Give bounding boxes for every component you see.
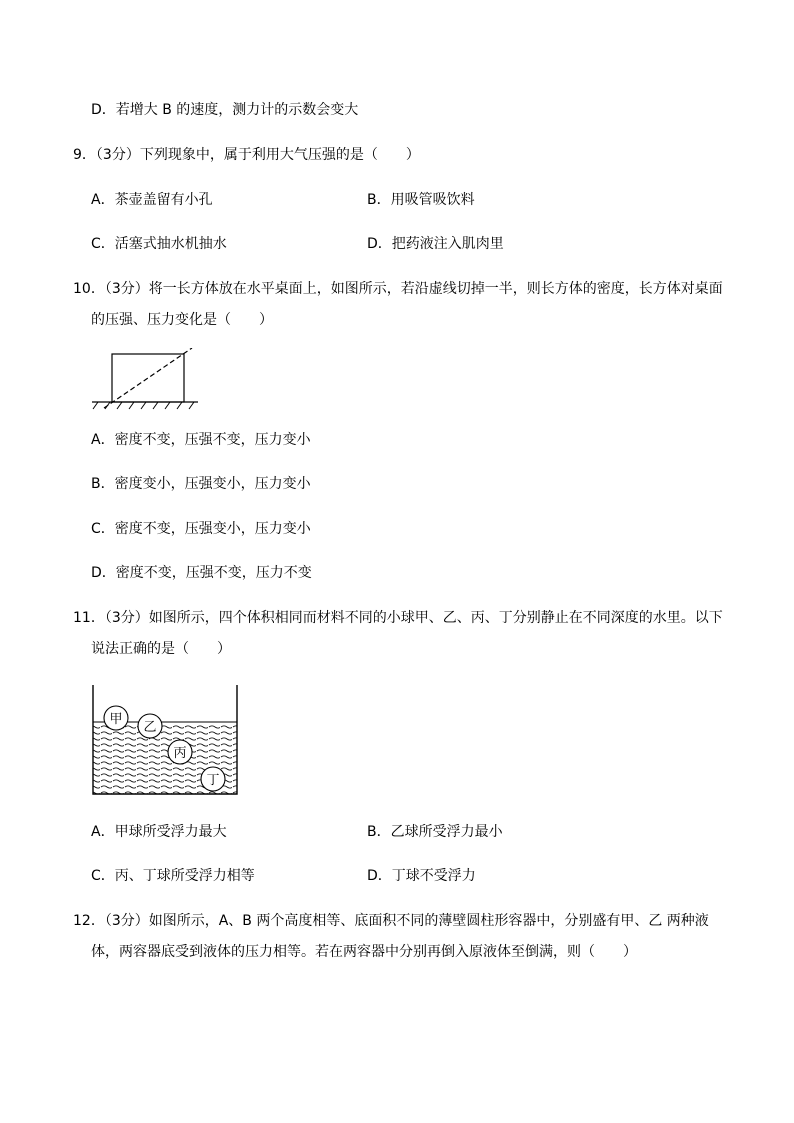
q11-option-c: C．丙、丁球所受浮力相等 xyxy=(91,868,255,884)
ball-jia xyxy=(104,706,128,730)
q11-figure-balls-in-water xyxy=(88,682,244,798)
ball-ding-label: 丁 xyxy=(206,773,220,788)
ball-bing-label: 丙 xyxy=(173,746,187,761)
q9-option-c: C．活塞式抽水机抽水 xyxy=(91,236,227,252)
q10-option-d: D．密度不变，压强不变，压力不变 xyxy=(91,565,312,581)
cut-dashed-line xyxy=(104,348,192,408)
q12-stem-line2: 体，两容器底受到液体的压力相等。若在两容器中分别再倒入原液体至倒满，则（ ） xyxy=(91,944,637,960)
q12-stem-line1: 12．（3分）如图所示，A、B 两个高度相等、底面积不同的薄壁圆柱形容器中，分别盛有甲、乙 两种液 xyxy=(73,913,709,929)
ball-ding xyxy=(201,767,225,791)
q9-option-d: D．把药液注入肌肉里 xyxy=(367,236,504,252)
q11-option-a: A．甲球所受浮力最大 xyxy=(91,824,227,840)
q9-stem: 9．（3分）下列现象中，属于利用大气压强的是（ ） xyxy=(73,147,420,163)
q10-stem-line2: 的压强、压力变化是（ ） xyxy=(91,312,273,328)
q11-stem-line1: 11．（3分）如图所示，四个体积相同而材料不同的小球甲、乙、丙、丁分别静止在不同深度的水里。以下 xyxy=(73,610,723,626)
q8-option-d: D．若增大 B 的速度，测力计的示数会变大 xyxy=(91,102,359,118)
ball-yi-label: 乙 xyxy=(143,720,157,735)
q10-option-b: B．密度变小，压强变小，压力变小 xyxy=(91,476,311,492)
q10-figure-block-on-table xyxy=(88,348,204,410)
q10-option-c: C．密度不变，压强变小，压力变小 xyxy=(91,521,311,537)
q11-option-d: D．丁球不受浮力 xyxy=(367,868,476,884)
ball-bing xyxy=(168,740,192,764)
ball-jia-label: 甲 xyxy=(109,712,123,727)
q9-option-b: B．用吸管吸饮料 xyxy=(367,192,475,208)
q10-option-a: A．密度不变，压强不变，压力变小 xyxy=(91,432,311,448)
q9-option-a: A．茶壶盖留有小孔 xyxy=(91,192,213,208)
q10-stem-line1: 10．（3分）将一长方体放在水平桌面上，如图所示，若沿虚线切掉一半，则长方体的密度，长方体对桌面 xyxy=(73,281,723,297)
q11-stem-line2: 说法正确的是（ ） xyxy=(91,641,231,657)
ball-yi xyxy=(138,714,162,738)
q11-option-b: B．乙球所受浮力最小 xyxy=(367,824,503,840)
